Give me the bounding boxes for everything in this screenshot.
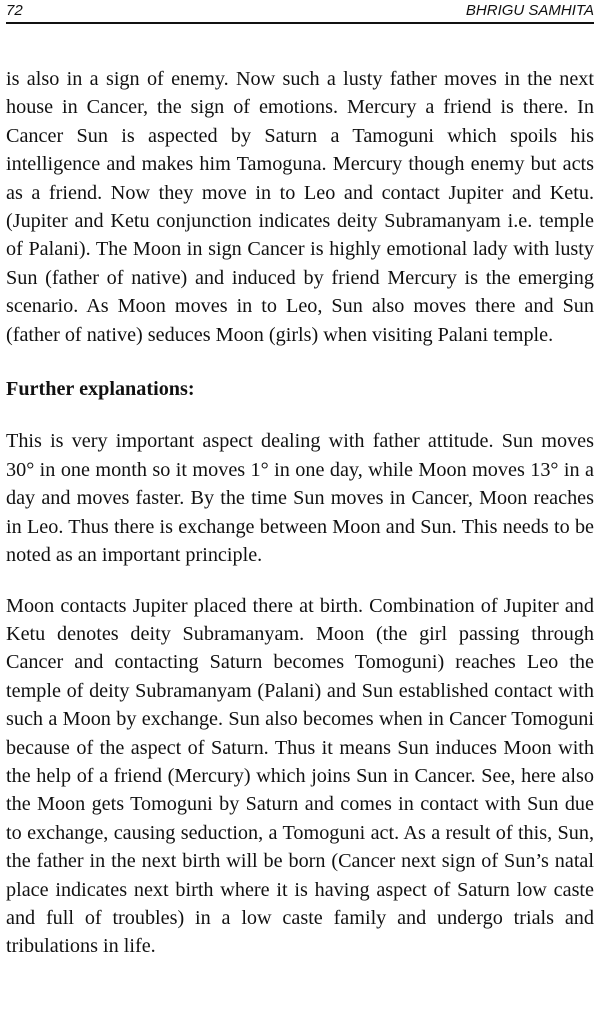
paragraph-father-attitude: This is very important aspect dealing with father attitude. Sun moves 30° in one month so it moves 1° in one day, while Moon moves 13° in a day and moves faster. By the time Sun moves in Cancer, Moon reaches in Leo. Thus there is exchange between Moon and Sun. This needs to be noted as an important principle. bbox=[6, 430, 594, 567]
paragraph-moon-contacts: Moon contacts Jupiter placed there at birth. Combination of Jupiter and Ketu denotes deity Subramanyam. Moon (the girl passing through Cancer and contacting Saturn becomes Tomoguni) reaches Leo the temple of deity Subramanyam (Palani) and Sun established contact with such a Moon by exchange. Sun also becomes when in Cancer Tomoguni because of the aspect of Saturn. Thus it means Sun induces Moon with the help of a friend (Mercury) which joins Sun in Cancer. See, here also the Moon gets Tomoguni by Saturn and comes in contact with Sun due to exchange, causing seduction, a Tomoguni act. As a result of this, Sun, the father in the next birth will be born (Cancer next sign of Sun’s natal place indicates next birth where it is having aspect of Saturn low caste and full of troubles) in a low caste family and undergo trials and tribulations in life. bbox=[6, 594, 594, 958]
page-header bbox=[6, 0, 594, 24]
running-title: BHRIGU SAMHITA bbox=[465, 2, 594, 19]
page-number: 72 bbox=[6, 2, 23, 19]
paragraph-continuation: is also in a sign of enemy. Now such a lusty father moves in the next house in Cancer, the sign of emotions. Mercury a friend is there. In Cancer Sun is aspected by Saturn a Tamoguni which spoils his intelligence and makes him Tamoguna. Mercury though enemy but acts as a friend. Now they move in to Leo and contact Jupiter and Ketu. (Jupiter and Ketu conjunction indicates deity Subramanyam i.e. temple of Palani). The Moon in sign Cancer is highly emotional lady with lusty Sun (father of native) and induced by friend Mercury is the emerging scenario. As Moon moves in to Leo, Sun also moves there and Sun (father of native) seduces Moon (girls) when visiting Palani temple. bbox=[6, 68, 594, 346]
page-body bbox=[6, 65, 594, 961]
section-heading: Further explanations: bbox=[6, 378, 195, 401]
